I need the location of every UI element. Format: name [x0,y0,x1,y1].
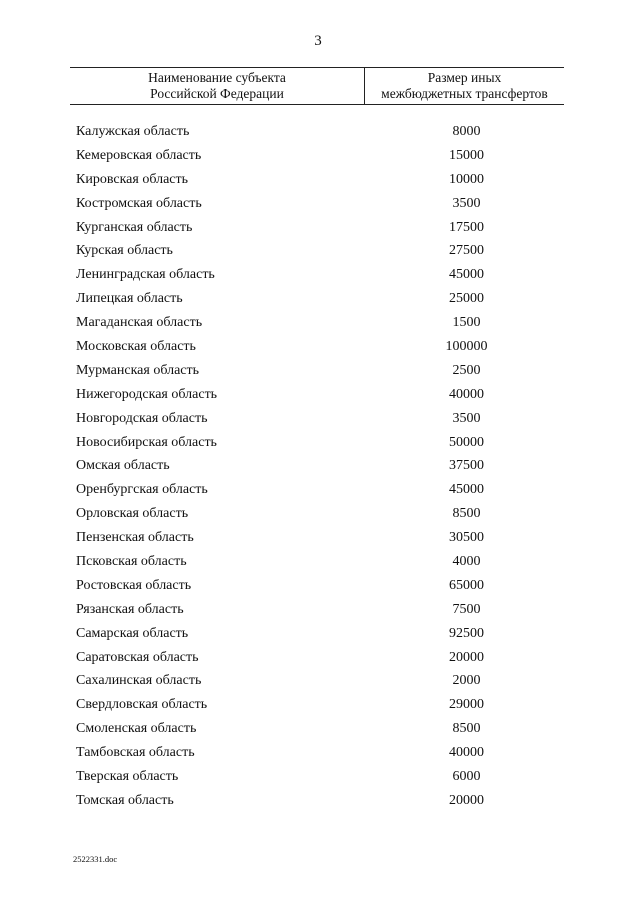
table-row [70,431,564,455]
table-row [70,574,564,598]
table-row [70,216,564,240]
table-row [70,598,564,622]
transfer-amount: 8500 [452,506,481,522]
transfer-amount: 100000 [445,338,488,354]
region-name: Магаданская область [76,315,203,331]
table-row [70,383,564,407]
region-name: Курская область [76,243,173,259]
table-row [70,622,564,646]
region-name: Псковская область [76,553,187,569]
region-name: Кемеровская область [76,147,202,163]
header-region-name [70,68,365,104]
region-name: Новосибирская область [76,434,217,450]
transfer-amount: 20000 [449,792,484,808]
table-row [70,239,564,263]
transfer-amount: 8000 [452,123,481,139]
region-name: Нижегородская область [76,386,218,402]
region-name: Саратовская область [76,649,199,665]
region-name: Костромская область [76,195,202,211]
table-body [70,120,564,813]
transfer-amount: 8500 [452,721,481,737]
table-row [70,359,564,383]
transfer-amount: 2000 [452,673,481,689]
region-name: Тамбовская область [76,745,195,761]
transfer-amount: 2500 [452,362,481,378]
transfer-amount: 15000 [449,147,484,163]
region-name: Ленинградская область [76,267,215,283]
region-name: Сахалинская область [76,673,202,689]
table-row [70,693,564,717]
region-name: Ростовская область [76,577,192,593]
transfer-amount: 92500 [449,625,484,641]
table-row [70,287,564,311]
region-name: Омская область [76,458,170,474]
transfer-amount: 40000 [449,386,484,402]
region-name: Пензенская область [76,530,194,546]
region-name: Самарская область [76,625,189,641]
transfers-table [70,67,564,813]
region-name: Оренбургская область [76,482,208,498]
table-row [70,526,564,550]
region-name: Смоленская область [76,721,197,737]
transfer-amount: 3500 [452,410,481,426]
transfer-amount: 3500 [452,195,481,211]
table-row [70,192,564,216]
transfer-amount: 17500 [449,219,484,235]
table-row [70,120,564,144]
table-row [70,669,564,693]
region-name: Калужская область [76,123,190,139]
region-name: Московская область [76,338,196,354]
table-header [70,67,564,105]
transfer-amount: 29000 [449,697,484,713]
header-region-line-2: Российской Федерации [150,86,284,101]
header-amount-line-1: Размер иных [427,70,502,85]
transfer-amount: 50000 [449,434,484,450]
transfer-amount: 45000 [449,267,484,283]
table-row [70,335,564,359]
table-row [70,168,564,192]
file-name-footer: 2522331.doc [73,854,118,864]
table-row [70,741,564,765]
header-amount-line-2: межбюджетных трансфертов [381,86,548,101]
table-row [70,311,564,335]
table-row [70,502,564,526]
transfer-amount: 10000 [449,171,484,187]
region-name: Орловская область [76,506,189,522]
table-row [70,717,564,741]
region-name: Тверская область [76,768,179,784]
transfer-amount: 27500 [449,243,484,259]
transfer-amount: 1500 [452,315,481,331]
region-name: Кировская область [76,171,189,187]
table-row [70,454,564,478]
transfer-amount: 30500 [449,530,484,546]
region-name: Томская область [76,792,174,808]
region-name: Курганская область [76,219,193,235]
table-row [70,478,564,502]
table-row [70,646,564,670]
region-name: Липецкая область [76,291,183,307]
region-name: Новгородская область [76,410,208,426]
region-name: Мурманская область [76,362,200,378]
table-row [70,550,564,574]
transfer-amount: 65000 [449,577,484,593]
transfer-amount: 4000 [452,553,481,569]
page-number: 3 [314,33,322,49]
transfer-amount: 20000 [449,649,484,665]
table-row [70,765,564,789]
table-row [70,144,564,168]
transfer-amount: 7500 [452,601,481,617]
transfer-amount: 6000 [452,768,481,784]
region-name: Рязанская область [76,601,184,617]
transfer-amount: 40000 [449,745,484,761]
table-row [70,263,564,287]
transfer-amount: 45000 [449,482,484,498]
region-name: Свердловская область [76,697,208,713]
header-region-line-1: Наименование субъекта [148,70,286,85]
table-row [70,407,564,431]
transfer-amount: 37500 [449,458,484,474]
header-transfer-amount [365,68,564,104]
transfer-amount: 25000 [449,291,484,307]
table-row [70,789,564,813]
